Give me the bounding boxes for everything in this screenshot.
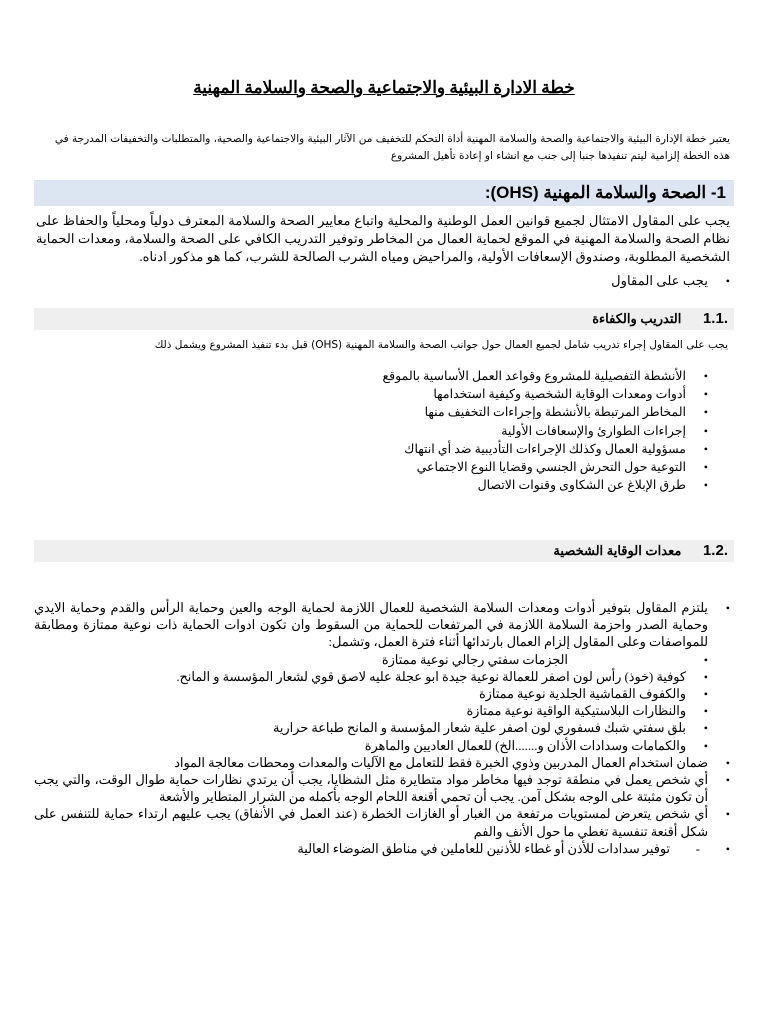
section-1-1-title: التدريب والكفاءة bbox=[592, 311, 682, 326]
list-item bbox=[34, 841, 730, 858]
document-title: خطة الادارة البيئية والاجتماعية والصحة والسلامة المهنية bbox=[193, 78, 575, 97]
list-item: • ضمان استخدام العمال المدربين وذوي الخبرة فقط للتعامل مع الآليات والمعدات ومحطات معالجة المواد bbox=[34, 755, 730, 772]
list-item: • أي شخص يعمل في منطقة توجد فيها مخاطر مواد متطايرة مثل الشظايا، يجب أن يرتدي نظارات حماية طوال الوقت، والتي يجب أن تكون مثبتة على الوجه بشكل آمن. يجب أن تحمي أقنعة اللحام الوجه بأكمله من الشرار المتطاير والأشعة bbox=[34, 772, 730, 806]
section-1-list bbox=[330, 272, 730, 290]
list-item: • المخاطر المرتبطة بالأنشطة وإجراءات التخفيف منها bbox=[288, 403, 708, 421]
sub-list-item: • كوفية (خوذ) رأس لون اصفر للعمالة نوعية جيدة ابو عجلة عليه لاصق قوي لشعار المؤسسة و المانح. bbox=[34, 669, 708, 686]
ppe-lead-text: يلتزم المقاول بتوفير أدوات ومعدات السلامة الشخصية للعمال اللازمة لحماية الوجه والعين وحماية الرأس والقدم وحماية الايدي وحماية الصدر واحزمة السلامة اللازمة في المرتفعات للحماية من السقوط وان تكون ادوات الحماية ذات نوعية ممتازة ومطابقة للمواصفات وعلى المقاول إلزام العمال بارتدائها أثناء فترة العمل، وتشمل: bbox=[34, 601, 708, 650]
training-list bbox=[288, 367, 708, 494]
list-item: • مسؤولية العمال وكذلك الإجراءات التأديبية ضد أي انتهاك bbox=[288, 440, 708, 458]
list-item: • إجراءات الطوارئ والإسعافات الأولية bbox=[288, 422, 708, 440]
ppe-list bbox=[34, 600, 730, 858]
section-1-2-title: معدات الوقاية الشخصية bbox=[553, 543, 682, 558]
ppe-lead-item bbox=[34, 600, 730, 755]
section-1-2-number: .1.2 bbox=[702, 542, 728, 559]
list-item: • الأنشطة التفصيلية للمشروع وقواعد العمل الأساسية بالموقع bbox=[288, 367, 708, 385]
section-1-1-heading bbox=[592, 308, 728, 330]
intro-paragraph: يعتبر خطة الإدارة البيئية والاجتماعية والصحة والسلامة المهنية أداة التحكم للتخفيف من الآثار البيئية والاجتماعية والصحية، والمتطلبات والتخفيفات المدرجة في هذه الخطة إلزامية ليتم تنفيذها جنبا إلى جنب مع انشاء او إعادة تأهيل المشروع bbox=[54, 133, 730, 162]
section-1-1-number: .1.1 bbox=[702, 310, 728, 327]
section-1-2-heading bbox=[553, 540, 728, 562]
sub-list-item: • والكمامات وسدادات الأذان و.......الخ) للعمال العاديين والماهرة bbox=[34, 738, 708, 755]
ppe-sub-list bbox=[34, 652, 708, 755]
list-item: • يجب على المقاول bbox=[330, 272, 730, 290]
sub-list-item: • الجزمات سفتي رجالي نوعية ممتازة bbox=[34, 652, 708, 669]
last-item-text: توفير سدادات للأذن أو غطاء للأذنين للعاملين في مناطق الضوضاء العالية bbox=[297, 841, 670, 856]
list-item: • أدوات ومعدات الوقاية الشخصية وكيفية استخدامها bbox=[288, 385, 708, 403]
sub-list-item: • بلق سفتي شبك فسفوري لون اصفر علية شعار المؤسسة و المانح طباعة حرارية bbox=[34, 720, 708, 737]
training-intro: يجب على المقاول إجراء تدريب شامل لجميع العمال حول جوانب الصحة والسلامة المهنية (OHS) قبل بدء تنفيذ المشروع ويشمل ذلك bbox=[154, 339, 728, 351]
sub-list-item: • والكفوف القماشية الجلدية نوعية ممتازة bbox=[34, 686, 708, 703]
sub-list-item: • والنظارات البلاستيكية الواقية نوعية ممتازة bbox=[34, 703, 708, 720]
list-item: • طرق الإبلاغ عن الشكاوى وقنوات الاتصال bbox=[288, 476, 708, 494]
list-item: • التوعية حول التحرش الجنسي وقضايا النوع الاجتماعي bbox=[288, 458, 708, 476]
dash-marker: • - bbox=[695, 841, 700, 856]
section-1-body: يجب على المقاول الامتثال لجميع قوانين العمل الوطنية والمحلية واتباع معايير الصحة والسلامة المعترف دولياً ومحلياً والحفاظ على نظام الصحة والسلامة المهنية في الموقع لحماية العمال من المخاطر وتوفير التدريب الكافي على الصحة والسلامة، ومعدات الحماية الشخصية المطلوبة، وصندوق الإسعافات الأولية، والمراحيض ومياه الشرب الصالحة للشرب، كما هو مذكور ادناه. bbox=[36, 213, 730, 264]
list-item: • أي شخص يتعرض لمستويات مرتفعة من الغبار أو الغازات الخطرة (عند العمل في الأنفاق) يجب عليهم ارتداء حماية للتنفس على شكل أقنعة تنفسية تغطي ما حول الأنف والفم bbox=[34, 806, 730, 840]
section-1-title: 1- الصحة والسلامة المهنية (OHS): bbox=[484, 183, 726, 202]
